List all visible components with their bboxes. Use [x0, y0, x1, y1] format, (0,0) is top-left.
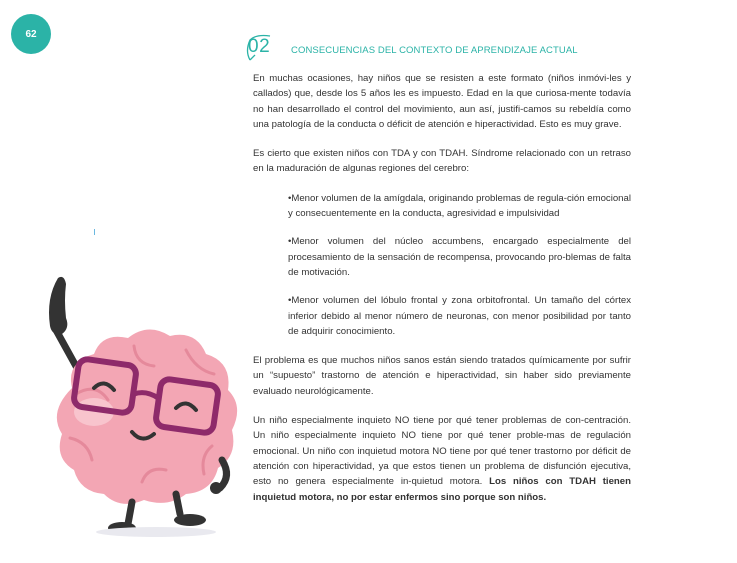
decorative-mark	[94, 229, 95, 235]
bullet-item-amygdala: •Menor volumen de la amígdala, originando problemas de regula-ción emocional y consecuentemente en la conducta, agresividad e impulsividad	[288, 192, 631, 220]
bullet-list	[288, 191, 631, 339]
bullet-item-accumbens: •Menor volumen del núcleo accumbens, encargado especialmente del procesamiento de la sensación de recompensa, provocando pro-blemas de falta de motivación.	[288, 236, 631, 278]
paragraph-4-text: Un niño especialmente inquieto NO tiene por qué tener problemas de con-centración. Un niño especialmente inquieto NO tiene por qué tener proble-mas de regulación emocional. Un niño con inquietud motora NO tiene por qué tener trastorno por déficit de atención con hiperactividad, ya que estos tienen un problema de disfunción ejecutiva, esto no genera especialmente in-quietud motora.	[253, 415, 631, 488]
bullet-item-frontal-lobe: •Menor volumen del lóbulo frontal y zona orbitofrontal. Un tamaño del córtex inferior debido al menor número de neuronas, con menor posibilidad por tanto de adquirir conocimiento.	[288, 295, 631, 337]
paragraph-4	[253, 413, 631, 505]
page-number-badge	[11, 14, 51, 54]
paragraph-4-emphasis: Los niños con TDAH tienen inquietud motora, no por estar enfermos sino porque son niños.	[253, 476, 631, 503]
page-number: 62	[25, 28, 37, 40]
paragraph-1: En muchas ocasiones, hay niños que se resisten a este formato (niños inmóvi-les y callados) que, desde los 5 años les es impuesto. Edad en la que curiosa-mente todavía no han desarrollado el control del movimiento, aun así, justifi-camos su rebeldía como una patología de la conducta o déficit de atención e hiperactividad. Esto es muy grave.	[253, 73, 631, 130]
brain-mascot-icon	[36, 270, 246, 560]
paragraph-2: Es cierto que existen niños con TDA y con TDAH. Síndrome relacionado con un retraso en la maduración de algunas regiones del cerebro:	[253, 148, 631, 175]
body-text	[253, 71, 631, 519]
section-number: 02	[248, 36, 271, 57]
paragraph-3: El problema es que muchos niños sanos están siendo tratados químicamente por sufrir un “supuesto” trastorno de atención e hiperactividad, sin haber sido previamente evaluado neurológicamente.	[253, 355, 631, 397]
section-number-bubble	[242, 33, 282, 63]
section-title: CONSECUENCIAS DEL CONTEXTO DE APRENDIZAJE ACTUAL	[291, 45, 578, 56]
